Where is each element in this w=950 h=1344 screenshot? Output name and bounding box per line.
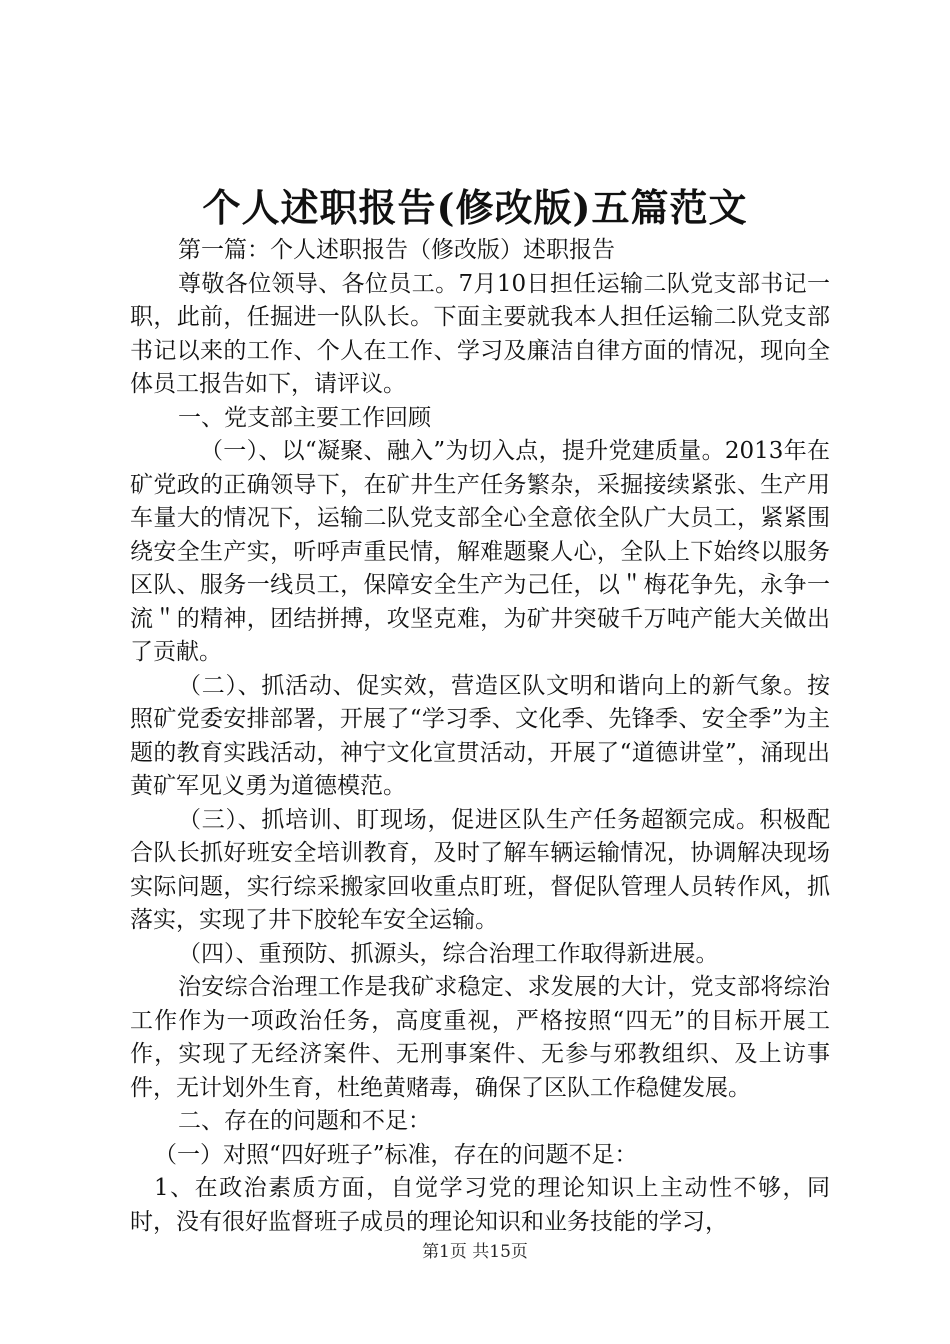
section-heading: 一、党支部主要工作回顾 — [178, 404, 431, 431]
document-title: 个人述职报告(修改版)五篇范文 — [202, 185, 748, 230]
section-heading: 二、存在的问题和不足： — [178, 1108, 431, 1134]
document-body — [130, 234, 830, 1239]
paragraph: 1、在政治素质方面，自觉学习党的理论知识上主动性不够，同时，没有很好监督班子成员的理论知识和业务技能的学习， — [130, 1175, 830, 1235]
paragraph: （一）对照“四好班子”标准，存在的问题不足： — [154, 1141, 638, 1168]
paragraph: 治安综合治理工作是我矿求稳定、求发展的大计，党支部将综治工作作为一项政治任务，高度重视，严格按照“四无”的目标开展工作，实现了无经济案件、无刑事案件、无参与邪教组织、及上访事件，无计划外生育，杜绝黄赌毒，确保了区队工作稳健发展。 — [130, 974, 830, 1101]
paragraph: （一）、以“凝聚、融入”为切入点，提升党建质量。2013年在矿党政的正确领导下，在矿井生产任务繁杂，采掘接续紧张、生产用车量大的情况下，运输二队党支部全心全意依全队广大员工，紧紧围绕安全生产实，听呼声重民情，解难题聚人心，全队上下始终以服务区队、服务一线员工，保障安全生产为己任，以＂梅花争先，永争一流＂的精神，团结拼搏，攻坚克难，为矿井突破千万吨产能大关做出了贡献。 — [130, 438, 830, 665]
page-number-footer: 第1页 共15页 — [422, 1242, 528, 1262]
paragraph: （二）、抓活动、促实效，营造区队文明和谐向上的新气象。按照矿党委安排部署，开展了“学习季、文化季、先锋季、安全季”为主题的教育实践活动，神宁文化宣贯活动，开展了“道德讲堂”，涌现出黄矿军见义勇为道德模范。 — [130, 672, 830, 799]
paragraph: （四）、重预防、抓源头，综合治理工作取得新进展。 — [178, 940, 719, 967]
paragraph: （三）、抓培训、盯现场，促进区队生产任务超额完成。积极配合队长抓好班安全培训教育，及时了解车辆运输情况，协调解决现场实际问题，实行综采搬家回收重点盯班，督促队管理人员转作风，抓落实，实现了井下胶轮车安全运输。 — [130, 806, 830, 933]
paragraph: 第一篇：个人述职报告（修改版）述职报告 — [178, 237, 615, 263]
paragraph: 尊敬各位领导、各位员工。7月10日担任运输二队党支部书记一职，此前，任掘进一队队长。下面主要就我本人担任运输二队党支部书记以来的工作、个人在工作、学习及廉洁自律方面的情况，现向全体员工报告如下，请评议。 — [130, 270, 830, 397]
